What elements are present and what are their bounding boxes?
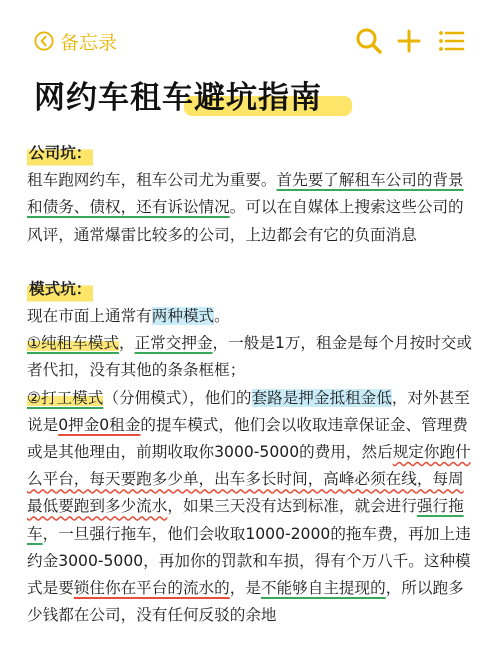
chevron-left-circle-icon [34,31,54,51]
underlined-text: 0押金0租金 [58,415,141,434]
underlined-text: 正常交押金 [134,334,213,353]
text-span: ，所以跑多少钱都在公司，没有任何反驳的余地 [27,579,464,625]
underlined-text: 强行拖车 [27,497,464,543]
text-span: ，对外甚至说是 [27,388,470,434]
highlighted-text: ②打工模式 [27,388,104,407]
text-span: ，如果三天没有达到标准，就会进行 [167,497,417,516]
text-span: ，一旦强行拖车，他们会收取1000-2000的拖车费，再加上违约金3000-5000，再加你的罚款和车损，得有个万八千。这种模式是要 [27,524,471,598]
mode-intro [27,303,477,330]
mode-one-paragraph [27,330,477,384]
plus-icon [394,26,424,56]
highlighted-text: 两种模式 [151,307,215,326]
text-span: 。 [214,307,230,326]
section-heading-mode: 模式坑： [27,276,93,303]
top-toolbar [0,0,500,80]
wavy-underlined-text: 规定你跑什么平台，每天要跑多少单，出车多长时间，高峰必须在线，每周最低要跑到多少流水 [27,443,471,516]
list-icon [436,26,466,56]
company-paragraph [27,167,477,249]
text-span: ，一般是1万，租金是每个月按时交或者代扣，没有其他的条条框框； [27,334,472,380]
back-button[interactable] [34,26,117,56]
underlined-text: 不能够自主提现的 [260,579,386,598]
text-span: 租车跑网约车，租车公司尤为重要。 [27,171,277,190]
search-button[interactable] [354,26,384,56]
mode-two-paragraph [27,385,477,630]
text-span: ，是 [229,579,261,598]
note-title: 网约车租车避坑指南 [34,80,322,116]
text-span: （分佣模式），他们的 [103,388,252,407]
underlined-text: 首先要了解租车公司的背景和债务、债权，还有诉讼情况 [27,171,464,217]
add-button[interactable] [394,26,424,56]
title-block [34,72,474,132]
list-button[interactable] [436,26,466,56]
search-icon [354,26,384,56]
underlined-text: 锁住你在平台的流水的 [73,579,230,598]
note-body [27,140,477,629]
back-label: 备忘录 [60,31,118,54]
highlighted-text: 套路是押金抵租金低 [251,388,392,407]
text-span: 现在市面上通常有 [27,307,152,326]
highlighted-text: ①纯租车模式 [27,334,119,353]
text-span: 。可以在自媒体上搜索这些公司的风评，通常爆雷比较多的公司，上边都会有它的负面消息 [27,198,464,244]
text-span: 的提车模式，他们会以收取违章保证金、管理费或是其他理由，前期收取你3000-5000的费用，然后 [27,415,468,462]
text-span: ， [118,334,135,353]
section-heading-company: 公司坑： [27,140,93,167]
